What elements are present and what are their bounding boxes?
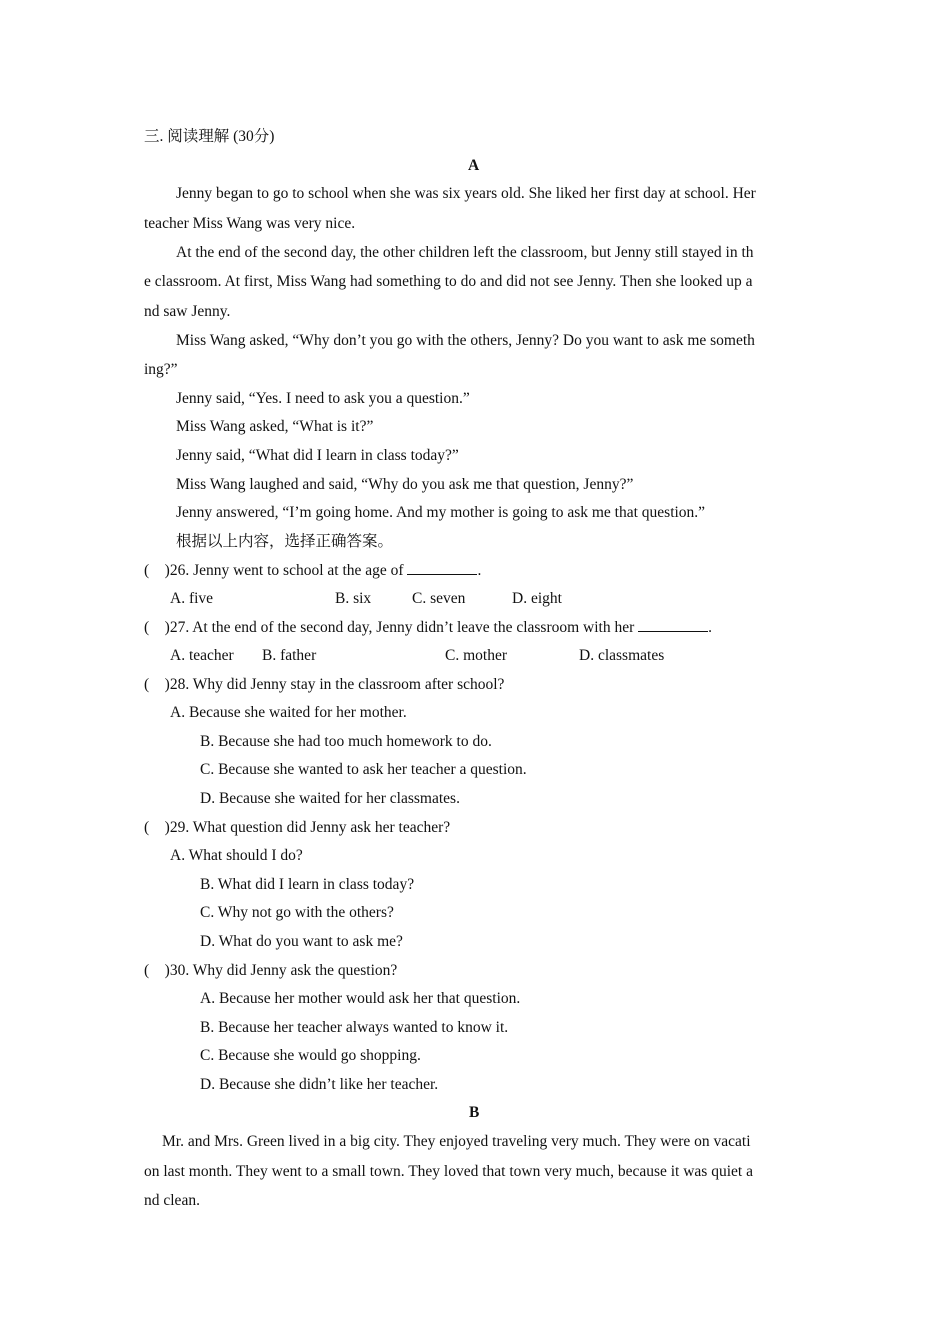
passage-a-line: nd saw Jenny. [144,303,231,320]
passage-a-line: Jenny began to go to school when she was six years old. She liked her first day at school. Her [176,185,756,202]
passage-a-line: teacher Miss Wang was very nice. [144,215,356,232]
passage-a-line: Jenny said, “Yes. I need to ask you a question.” [176,390,470,407]
option-d[interactable]: D. Because she waited for her classmates. [200,790,460,807]
option-a[interactable]: A. Because she waited for her mother. [170,704,407,721]
passage-a-line: Jenny answered, “I’m going home. And my mother is going to ask me that question.” [176,504,706,521]
option-a[interactable]: A. Because her mother would ask her that question. [200,990,521,1007]
option-c[interactable]: C. Because she would go shopping. [200,1047,421,1064]
option-d[interactable]: D. classmates [579,647,665,664]
passage-a-line: Miss Wang laughed and said, “Why do you ask me that question, Jenny?” [176,476,634,493]
option-b[interactable]: B. Because her teacher always wanted to know it. [200,1019,509,1036]
question-text: ( )27. At the end of the second day, Jenny didn’t leave the classroom with her [144,619,639,636]
question-26: ( )26. Jenny went to school at the age of . [144,562,482,579]
section-heading: 三. 阅读理解 (30分) [144,128,275,145]
option-c[interactable]: C. mother [445,647,507,664]
option-d[interactable]: D. Because she didn’t like her teacher. [200,1076,439,1093]
option-a[interactable]: A. What should I do? [170,847,303,864]
option-a[interactable]: A. teacher [170,647,234,664]
passage-a-line: ing?” [144,361,178,378]
passage-b-line: Mr. and Mrs. Green lived in a big city. They enjoyed traveling very much. They were on vacati [162,1133,751,1150]
option-d[interactable]: D. eight [512,590,562,607]
question-30: ( )30. Why did Jenny ask the question? [144,962,398,979]
answer-blank[interactable] [638,619,708,632]
question-text: ( )26. Jenny went to school at the age of [144,562,408,579]
answer-blank[interactable] [407,562,477,575]
passage-a-line: At the end of the second day, the other children left the classroom, but Jenny still stayed in th [176,244,754,261]
option-d[interactable]: D. What do you want to ask me? [200,933,403,950]
question-29: ( )29. What question did Jenny ask her teacher? [144,819,451,836]
question-28: ( )28. Why did Jenny stay in the classroom after school? [144,676,505,693]
option-a[interactable]: A. five [170,590,214,607]
passage-a-line: Miss Wang asked, “Why don’t you go with the others, Jenny? Do you want to ask me someth [176,332,755,349]
passage-a-label: A [468,157,480,174]
option-b[interactable]: B. father [262,647,317,664]
instructions: 根据以上内容，选择正确答案。 [176,533,394,550]
passage-b-line: on last month. They went to a small town. They loved that town very much, because it was quiet a [144,1163,753,1180]
option-c[interactable]: C. seven [412,590,466,607]
option-c[interactable]: C. Because she wanted to ask her teacher a question. [200,761,527,778]
passage-b-label: B [469,1104,480,1121]
option-b[interactable]: B. Because she had too much homework to do. [200,733,492,750]
option-b[interactable]: B. What did I learn in class today? [200,876,415,893]
passage-a-line: Miss Wang asked, “What is it?” [176,418,374,435]
passage-b-line: nd clean. [144,1192,200,1209]
passage-a-line: e classroom. At first, Miss Wang had something to do and did not see Jenny. Then she looked up a [144,273,753,290]
option-b[interactable]: B. six [335,590,372,607]
question-27: ( )27. At the end of the second day, Jenny didn’t leave the classroom with her . [144,619,713,636]
option-c[interactable]: C. Why not go with the others? [200,904,394,921]
passage-a-line: Jenny said, “What did I learn in class today?” [176,447,459,464]
